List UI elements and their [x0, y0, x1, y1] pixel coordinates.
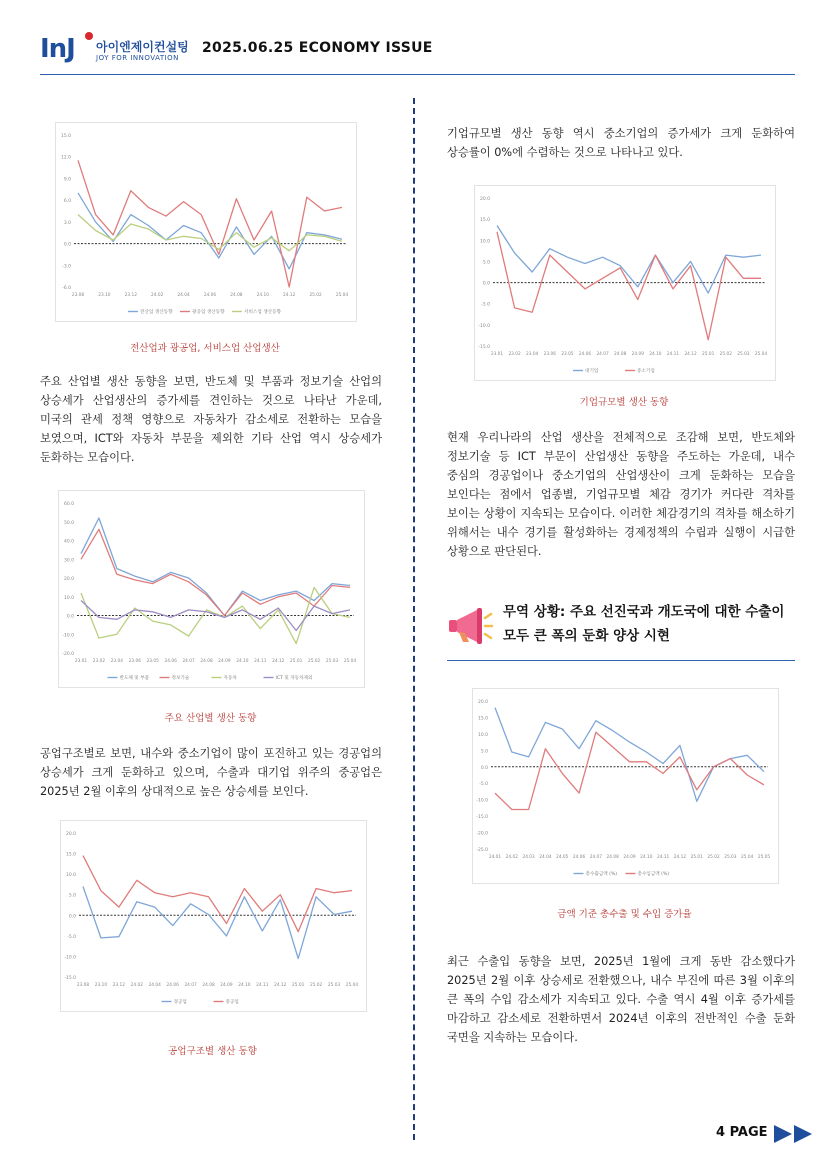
x-tick-label: 23.10: [98, 293, 111, 298]
y-tick-label: 0.0: [482, 281, 490, 287]
paragraph-firm-size: 기업규모별 생산 동향 역시 중소기업의 증가세가 크게 둔화하여 상승률이 0%에 수렴하는 것으로 나타나고 있다.: [447, 127, 795, 159]
y-tick-label: 30.0: [63, 558, 74, 564]
series-line: [78, 160, 342, 287]
x-tick-label: 24.08: [614, 352, 627, 357]
y-tick-label: -15.0: [64, 976, 76, 981]
y-tick-label: 10.0: [65, 873, 76, 879]
x-tick-label: 24.07: [589, 855, 603, 860]
x-tick-label: 24.11: [666, 352, 680, 357]
y-tick-label: 5.0: [68, 893, 76, 899]
caption-export-import: 금액 기준 총수출 및 수입 증가율: [557, 909, 692, 920]
x-tick-label: 24.07: [596, 352, 609, 357]
y-tick-label: 3.0: [63, 220, 71, 226]
x-tick-label: 25.04: [335, 293, 349, 298]
x-tick-label: 24.07: [182, 659, 195, 664]
legend-label: 대기업: [585, 369, 599, 374]
y-tick-label: -10.0: [64, 955, 76, 961]
y-tick-label: -15.0: [476, 815, 488, 821]
x-tick-label: 24.11: [656, 855, 670, 860]
x-tick-label: 23.08: [76, 983, 90, 988]
paragraph-industry-trend: 주요 산업별 생산 동향을 보면, 반도체 및 부품과 정보기술 산업의 상승세가 산업생산의 증가세를 견인하는 것으로 나타난 가운데, 미국의 관세 정책 영향으로 자동차가 감소세로 전환하는 모습을 보였으며, ICT와 자동차 부문을 제외한 기타 산업 역시 상승세가 둔화하는 모습이다.: [40, 375, 382, 464]
x-tick-label: 24.09: [218, 659, 231, 664]
y-tick-label: 15.0: [65, 852, 76, 858]
x-tick-label: 23.08: [71, 293, 85, 298]
x-tick-label: 24.11: [254, 659, 267, 664]
x-tick-label: 24.06: [203, 293, 217, 298]
company-logo: [40, 32, 200, 68]
chart-svg: [59, 491, 364, 687]
y-tick-label: 12.0: [60, 155, 71, 161]
x-tick-label: 25.03: [724, 855, 737, 860]
x-tick-label: 24.01: [488, 855, 502, 860]
page-header: [40, 28, 795, 75]
x-tick-label: 25.01: [690, 855, 703, 860]
caption-firm-size: 기업규모별 생산 동향: [579, 397, 669, 408]
x-tick-label: 24.10: [236, 659, 249, 664]
trade-section-title: 무역 상황: 주요 선진국과 개도국에 대한 수출이 모두 큰 폭의 둔화 양상 시현: [503, 604, 785, 644]
x-tick-label: 24.02: [505, 855, 518, 860]
x-tick-label: 24.09: [220, 983, 233, 988]
x-tick-label: 25.02: [307, 659, 321, 664]
x-tick-label: 25.05: [757, 855, 771, 860]
x-tick-label: 23.01: [74, 659, 88, 664]
legend-label: ICT 및 자동차제외: [275, 676, 313, 681]
x-tick-label: 23.05: [561, 352, 574, 357]
logo-mark: InJ: [40, 34, 75, 64]
x-tick-label: 24.10: [649, 352, 662, 357]
y-tick-label: -10.0: [62, 633, 74, 639]
x-tick-label: 24.06: [164, 659, 177, 664]
y-tick-label: 20.0: [65, 832, 76, 837]
x-tick-label: 24.05: [556, 855, 569, 860]
y-tick-label: -10.0: [478, 323, 490, 329]
chart-svg: [56, 123, 356, 321]
y-tick-label: -5.0: [481, 302, 490, 308]
x-tick-label: 24.06: [166, 983, 179, 988]
series-line: [78, 193, 342, 269]
series-line: [497, 232, 761, 340]
x-tick-label: 25.02: [309, 983, 323, 988]
x-tick-label: 24.04: [177, 293, 190, 298]
y-tick-label: 10.0: [477, 732, 488, 738]
series-line: [83, 887, 352, 959]
caption-industry-structure: 공업구조별 생산 동향: [168, 1046, 257, 1057]
x-tick-label: 24.10: [640, 855, 653, 860]
x-tick-label: 25.01: [292, 983, 305, 988]
y-tick-label: 20.0: [477, 700, 488, 705]
y-tick-label: -10.0: [476, 798, 488, 804]
y-tick-label: 0.0: [66, 614, 74, 620]
y-tick-label: 60.0: [63, 502, 74, 507]
legend-label: 자동차: [223, 676, 237, 681]
legend-label: 반도체 및 부품: [119, 676, 150, 681]
legend-label: 중소기업: [637, 369, 655, 374]
y-tick-label: -5.0: [67, 934, 76, 940]
paragraph-trade-trend: 최근 수출입 동향을 보면, 2025년 1월에 크게 동반 감소했다가 2025년 2월 이후 상승세로 전환했으나, 내수 부진에 따른 3월 이후의 큰 폭의 수입 감소세가 지속되고 있다. 수출 역시 4월 이후 증가세를 마감하고 감소세로 전환하면서 2024년 이후의 전반적인 수출 둔화 국면을 지속하는 모습이다.: [447, 955, 795, 1044]
x-tick-label: 24.04: [539, 855, 552, 860]
caption-major-industry: 주요 산업별 생산 동향: [164, 713, 257, 724]
y-tick-label: 5.0: [482, 260, 490, 266]
y-tick-label: 6.0: [63, 199, 71, 205]
y-tick-label: 40.0: [63, 539, 74, 545]
x-tick-label: 25.03: [325, 659, 339, 664]
x-tick-label: 25.02: [719, 352, 732, 357]
chart-major-industry-production: [58, 490, 365, 688]
x-tick-label: 23.10: [94, 983, 108, 988]
x-tick-label: 23.05: [146, 659, 159, 664]
chart-svg: [475, 186, 775, 380]
y-tick-label: 9.0: [63, 177, 71, 183]
chart-firm-size-production: [474, 185, 776, 381]
x-tick-label: 24.08: [200, 659, 213, 664]
y-tick-label: 0.0: [63, 242, 71, 248]
megaphone-icon: [447, 606, 493, 646]
x-tick-label: 23.06: [128, 659, 141, 664]
x-tick-label: 25.03: [327, 983, 341, 988]
chart-svg: [473, 689, 778, 883]
x-tick-label: 24.12: [673, 855, 687, 860]
x-tick-label: 24.04: [148, 983, 161, 988]
company-name: 아이엔제이컨설팅: [96, 40, 189, 54]
x-tick-label: 24.09: [631, 352, 644, 357]
x-tick-label: 24.02: [151, 293, 164, 298]
paragraph-industry-structure: 공업구조별로 보면, 내수와 중소기업이 많이 포진하고 있는 경공업의 상승세가 크게 둔화하고 있으며, 수출과 대기업 위주의 중공업은 2025년 2월 이후의 상대적으로 높은 상승세를 보인다.: [40, 747, 382, 798]
company-tagline: JOY FOR INNOVATION: [96, 54, 179, 62]
x-tick-label: 24.06: [578, 352, 592, 357]
chart-export-import-growth: [472, 688, 779, 884]
x-tick-label: 25.04: [741, 855, 754, 860]
x-tick-label: 24.07: [184, 983, 197, 988]
y-tick-label: -25.0: [476, 848, 488, 853]
x-tick-label: 23.04: [110, 659, 124, 664]
x-tick-label: 24.06: [572, 855, 586, 860]
chart-industry-structure-production: [60, 820, 367, 1012]
legend-label: 경공업: [173, 1000, 187, 1005]
x-tick-label: 23.02: [508, 352, 521, 357]
x-tick-label: 23.04: [526, 352, 539, 357]
x-tick-label: 25.03: [737, 352, 750, 357]
x-tick-label: 25.01: [702, 352, 715, 357]
y-tick-label: 20.0: [479, 197, 490, 202]
x-tick-label: 24.12: [272, 659, 285, 664]
x-tick-label: 23.06: [543, 352, 556, 357]
page-number: 4 PAGE: [716, 1125, 768, 1140]
x-tick-label: 25.02: [309, 293, 322, 298]
y-tick-label: -20.0: [476, 831, 488, 837]
x-tick-label: 24.08: [202, 983, 215, 988]
paragraph-summary: 현재 우리나라의 산업 생산을 전체적으로 조감해 보면, 반도체와 정보기술 등 ICT 부문이 산업생산 동향을 주도하는 가운데, 내수 중심의 경공업이나 중소기업의 산업생산이 크게 둔화하는 모습을 보인다는 점에서 업종별, 기업규모별 체감 경기가 커다란 격차를 보이는 상황이 지속되는 모습이다. 이러한 체감경기의 격차를 해소하기 위해서는 내수 경기를 활성화하는 경제정책의 수립과 실행이 시급한 상황으로 판단된다.: [447, 431, 795, 558]
issue-title: 2025.06.25 ECONOMY ISSUE: [202, 40, 433, 56]
y-tick-label: 15.0: [477, 716, 488, 722]
y-tick-label: -6.0: [62, 286, 71, 291]
x-tick-label: 24.09: [623, 855, 636, 860]
next-arrows-icon: [774, 1123, 816, 1145]
logo-dot-icon: [85, 32, 93, 40]
y-tick-label: -5.0: [479, 782, 488, 788]
x-tick-label: 23.12: [112, 983, 126, 988]
x-tick-label: 24.08: [230, 293, 243, 298]
x-tick-label: 25.01: [290, 659, 303, 664]
x-tick-label: 24.08: [606, 855, 619, 860]
x-tick-label: 23.01: [490, 352, 504, 357]
legend-label: 전산업 생산동향: [140, 310, 173, 315]
legend-label: 광공업 생산동향: [192, 310, 225, 315]
x-tick-label: 25.04: [343, 659, 357, 664]
y-tick-label: 5.0: [480, 749, 488, 755]
caption-all-industry: 전산업과 광공업, 서비스업 산업생산: [130, 343, 280, 354]
series-line: [83, 856, 352, 932]
y-tick-label: -3.0: [62, 264, 71, 270]
y-tick-label: -15.0: [478, 345, 490, 350]
legend-label: 총수출금액 (%): [585, 872, 618, 877]
y-tick-label: -20.0: [62, 652, 74, 657]
x-tick-label: 25.02: [707, 855, 720, 860]
trade-section-header: [447, 600, 795, 661]
x-tick-label: 24.11: [256, 983, 269, 988]
legend-label: 총수입금액 (%): [637, 872, 670, 877]
y-tick-label: 10.0: [479, 239, 490, 245]
column-divider: [413, 98, 415, 1140]
y-tick-label: 0.0: [68, 914, 76, 920]
y-tick-label: 20.0: [63, 577, 74, 582]
x-tick-label: 23.02: [92, 659, 106, 664]
x-tick-label: 24.02: [130, 983, 143, 988]
x-tick-label: 24.10: [238, 983, 251, 988]
x-tick-label: 25.04: [754, 352, 768, 357]
chart-svg: [61, 821, 366, 1011]
y-tick-label: 10.0: [63, 595, 74, 601]
y-tick-label: 15.0: [479, 218, 490, 224]
x-tick-label: 24.10: [256, 293, 269, 298]
y-tick-label: 0.0: [480, 765, 488, 771]
x-tick-label: 24.12: [283, 293, 296, 298]
legend-label: 서비스업 생산동향: [244, 310, 281, 315]
y-tick-label: 15.0: [60, 134, 71, 139]
x-tick-label: 24.03: [522, 855, 535, 860]
x-tick-label: 25.04: [345, 983, 359, 988]
x-tick-label: 24.12: [274, 983, 287, 988]
y-tick-label: 50.0: [63, 520, 74, 526]
x-tick-label: 24.12: [684, 352, 697, 357]
legend-label: 정보기술: [171, 676, 190, 681]
x-tick-label: 23.12: [124, 293, 137, 298]
legend-label: 중공업: [225, 1000, 239, 1005]
chart-all-industry-production: [55, 122, 357, 322]
